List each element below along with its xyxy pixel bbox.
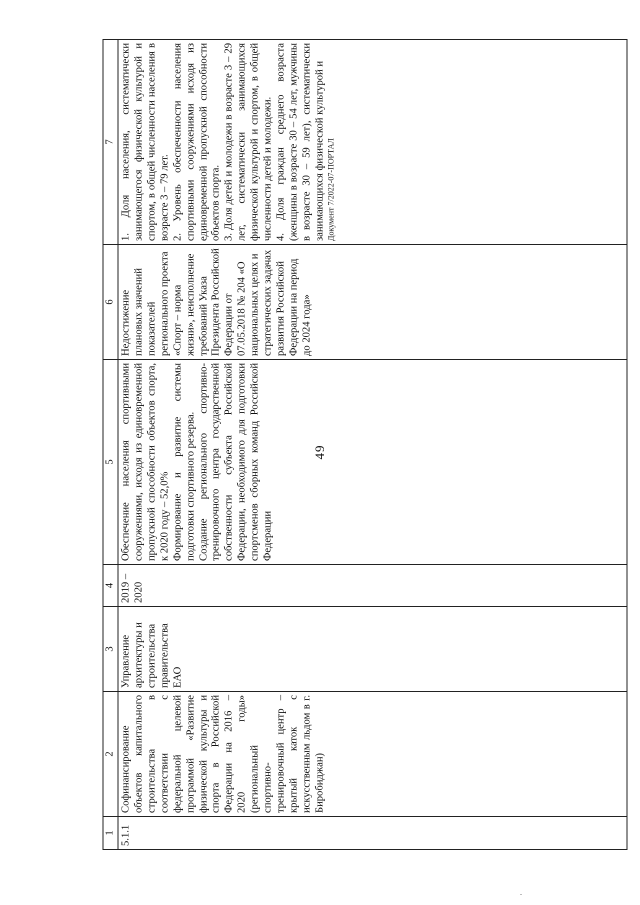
header-col-2: 2: [103, 692, 118, 817]
header-col-4: 4: [103, 565, 118, 607]
header-col-3: 3: [103, 607, 118, 692]
header-row: [103, 40, 118, 850]
result-line: Создание регионального спортивно-тренировочного центра государственной собственности субъекта Российской Федерации, необходимого для подготовки спортсменов сборных команд Российской Федерации: [198, 363, 274, 561]
header-col-6: 6: [103, 245, 118, 360]
cell-expected-result: [118, 360, 627, 565]
page-number: 49: [312, 444, 327, 460]
cell-number: 5.1.1: [118, 817, 627, 850]
cell-period: 2019 – 2020: [118, 565, 627, 607]
indicator-line: 4. Доля граждан среднего возраста (женщины в возрасте 30 – 54 лет, мужчины в возрасте 30 – 59 лет), систематически занимающихся физической культурой и: [275, 43, 326, 241]
header-col-5: 5: [103, 360, 118, 565]
result-line: Формирование и развитие системы подготовки спортивного резерва.: [172, 363, 197, 561]
cell-executor: Управление архитектуры и строительства правительства ЕАО: [118, 607, 627, 692]
cell-event-name: Софинансирование объектов капитального строительства в соответствии с федеральной целевой программой «Развитие физической культуры и спорта в Российской Федерации на 2016 – 2020 годы» (региональный спортивно-тренировочный центр – крытый каток с искусственным льдом в г. Биробиджан): [118, 692, 627, 817]
indicator-line: 2. Уровень обеспеченности населения спортивными сооружениями исходя из единовременной пропускной способности объектов спорта.: [172, 43, 222, 241]
bottom-mark: .: [520, 888, 522, 897]
result-line: Обеспечение населения спортивными сооружениями, исходя из единовременной пропускной способности объектов спорта, к 2020 году – 52,0%: [120, 363, 171, 561]
cell-consequences: Недостижение плановых значений показателей регионального проекта «Спорт – норма жизни», неисполнение требований Указа Президента Российской Федерации от 07.05.2018 № 204 «О национальных целях и стратегических задачах развития Российской Федерации на период до 2024 года»: [118, 245, 627, 360]
indicator-line: 1. Доля населения, систематически занимающегося физической культурой и спортом, в общей численности населения в возрасте 3 – 79 лет.: [120, 43, 171, 241]
indicator-line: 3. Доля детей и молодежи в возрасте 3 – 29 лет, систематически занимающихся физической культурой и спортом, в общей численности детей и молодежи.: [223, 43, 274, 241]
table-row: [118, 40, 627, 850]
rotated-table-container: [103, 40, 628, 850]
header-col-7: 7: [103, 40, 118, 245]
document-stamp: Документ 7/2022-07-ПОРТАЛ: [326, 138, 336, 241]
header-col-1: 1: [103, 817, 118, 850]
cell-indicators: [118, 40, 627, 245]
program-table: [103, 39, 628, 850]
